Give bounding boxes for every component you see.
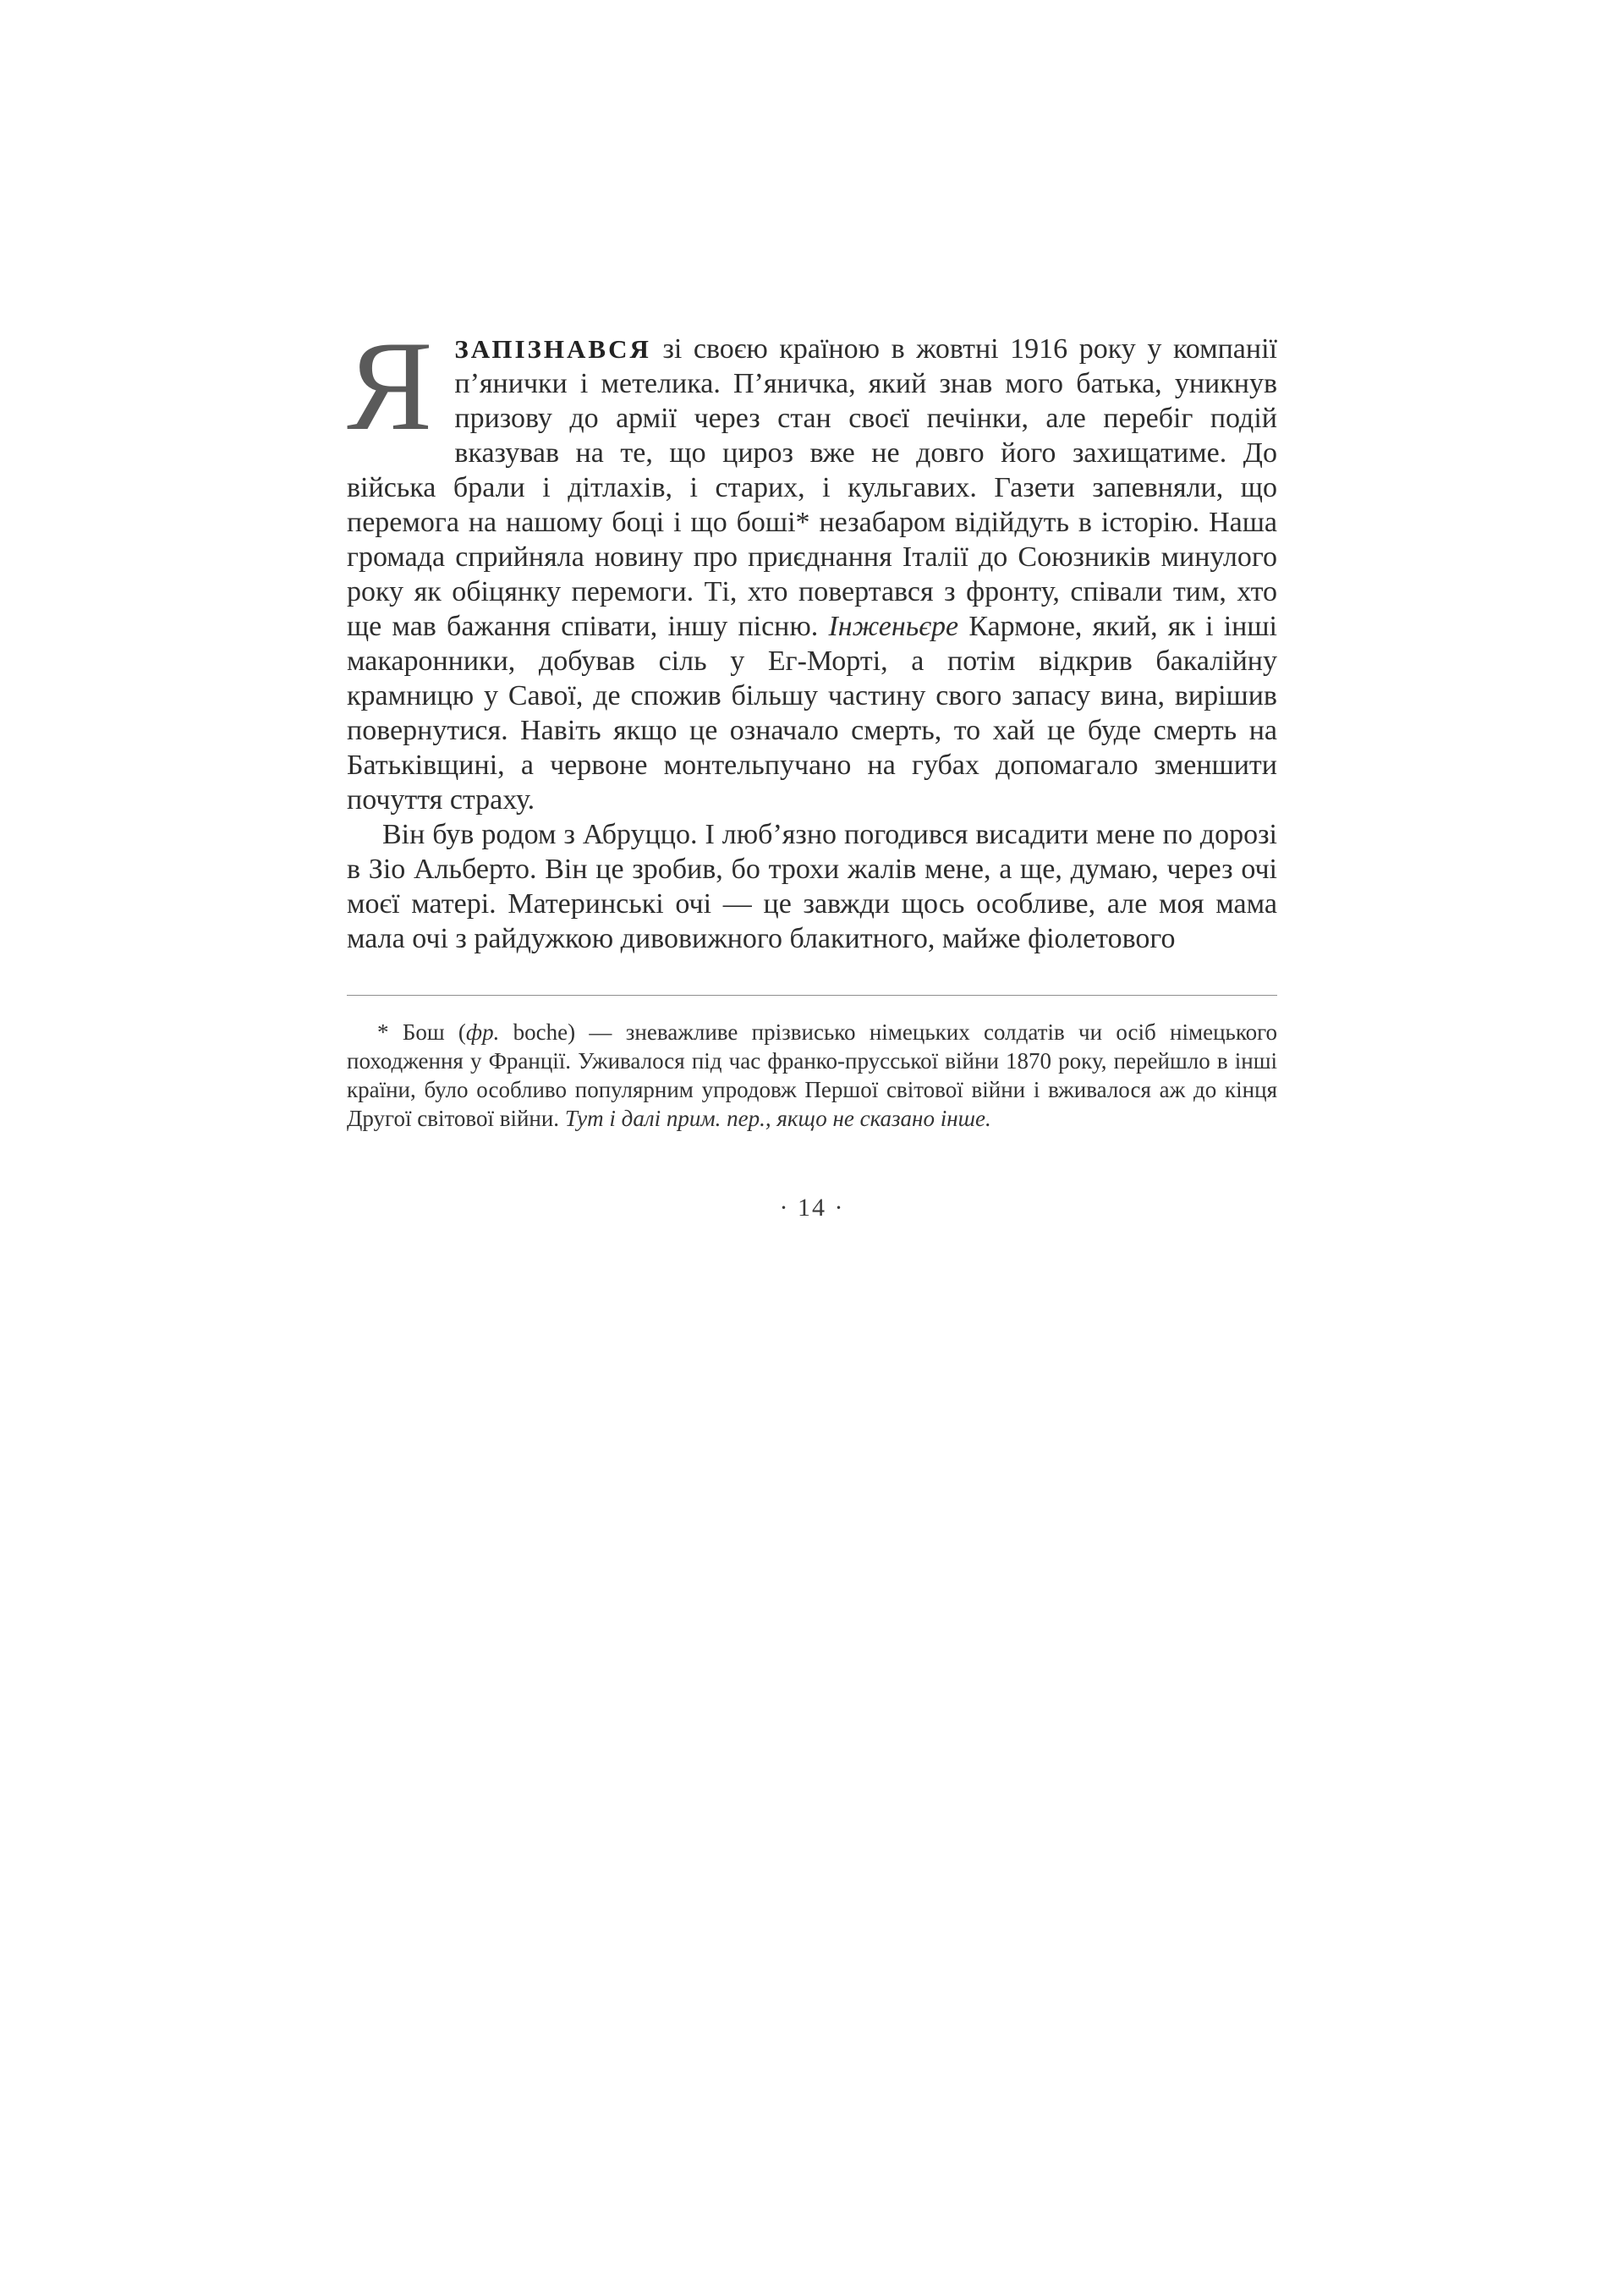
paragraph-opening — [347, 315, 1278, 817]
lead-word: ЗАПІЗНАВСЯ — [454, 334, 651, 364]
text-block — [347, 0, 1277, 1222]
footnote-divider — [347, 995, 1277, 996]
drop-cap-letter: Я — [347, 315, 433, 457]
paragraph-second-text: Він був родом з Абруццо. І люб’язно погодився висадити мене по дорозі в Зіо Альберто. Він це зробив, бо трохи жалів мене, а ще, думаю, через очі моєї матері. Материнські очі — це завжди щось особливе, але моя мама мала очі з райдужкою дивовижного блакитного, майже фіолетового — [347, 819, 1277, 954]
footnote-body-text: boche) — зневажливе прізвисько німецьких солдатів чи осіб німецького походження у Франції. Уживалося під час франко-прусської війни 1870 року, перейшло в інші країни, було особливо популярним упродовж Першої світової війни і вживалося аж до кінця Другої світової війни. — [347, 1019, 1277, 1131]
footnote-translator-note: Тут і далі прим. пер., якщо не сказано інше. — [564, 1106, 991, 1131]
page-number: · 14 · — [779, 1194, 845, 1222]
footnote-language-abbr: фр. — [465, 1019, 500, 1045]
italic-term: Інженьєре — [828, 611, 959, 642]
paragraph-opening-text-continued: Кармоне, який, як і інші макаронники, добував сіль у Ег-Морті, а потім відкрив бакалійну крамницю у Савої, де спожив більшу частину свого запасу вина, вирішив повернутися. Навіть якщо це означало смерть, то хай це буде смерть на Батьківщині, а червоне монтельпучано на губах допомагало зменшити почуття страху. — [347, 611, 1278, 816]
paragraph-second — [347, 817, 1277, 956]
footnote-marker-text: * Бош ( — [377, 1019, 466, 1045]
paragraph-opening-text: зі своєю країною в жовтні 1916 року у компанії п’янички і метелика. П’яничка, який знав мого батька, уникнув призову до армії через стан своєї печінки, але перебіг подій вказував на те, що цироз вже не довго його захищатиме. До війська брали і дітлахів, і старих, і кульгавих. Газети запевняли, що перемога на нашому боці і що боші* незабаром відійдуть в історію. Наша громада сприйняла новину про приєднання Італії до Союзників минулого року як обіцянку перемоги. Ті, хто повертався з фронту, співали тим, хто ще мав бажання співати, іншу пісню. — [347, 333, 1277, 642]
footnote — [347, 1018, 1277, 1133]
